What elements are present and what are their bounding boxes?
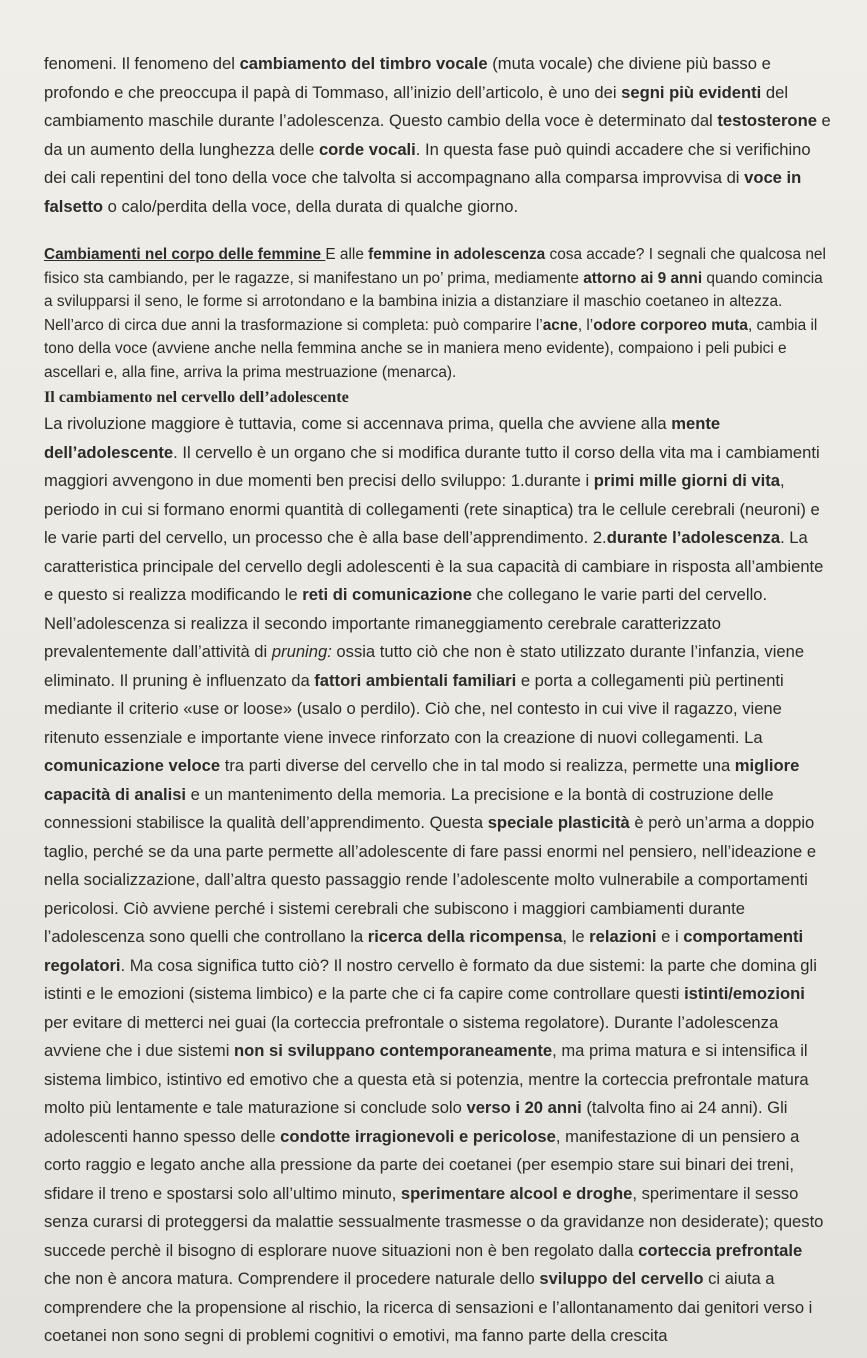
text-segment: che non è ancora matura. Comprendere il procedere naturale dello — [44, 1269, 540, 1288]
bold-text-segment: migliore capacità di analisi — [44, 756, 800, 804]
bold-text-segment: corde vocali — [318, 139, 416, 159]
bold-text-segment: sviluppo del cervello — [539, 1269, 704, 1288]
bold-text-segment: condotte irragionevoli e pericolose — [280, 1126, 556, 1146]
bold-text-segment: corteccia prefrontale — [638, 1240, 803, 1260]
bold-text-segment: relazioni — [589, 927, 657, 946]
bold-text-segment: cambiamento del timbro vocale — [239, 54, 488, 73]
bold-text-segment: comportamenti regolatori — [44, 927, 804, 975]
bold-text-segment: acne — [542, 316, 578, 334]
bold-text-segment: testosterone — [717, 111, 817, 130]
text-segment: , manifestazione di un pensiero a corto raggio e legato anche alla pressione da parte dei coetanei (per esempio stare sui binari dei treni, sfidare il treno e spostarsi solo all’ultimo minuto, — [44, 1126, 800, 1203]
text-segment: del cambiamento maschile durante l’adolescenza. Questo cambio della voce è determinato dal — [44, 82, 789, 130]
text-segment: , cambia il tono della voce (avviene anche nella femmina anche se in maniera meno evidente), compaiono i peli pubici e ascellari e, alla fine, arriva la prima mestruazione (menarca). — [44, 316, 818, 381]
bold-text-segment: sperimentare alcool e droghe — [400, 1183, 633, 1203]
bold-text-segment: comunicazione veloce — [44, 756, 221, 775]
text-segment: e porta a collegamenti più pertinenti mediante il criterio «use or loose» (usalo o perdilo). Ciò che, nel contesto in cui vive il ragazzo, viene ritenuto essenziale e importante viene invece rinforzato con la creazione di nuovi collegamenti. La — [44, 670, 784, 747]
text-segment: . Ma cosa significa tutto ciò? Il nostro cervello è formato da due sistemi: la parte che domina gli istinti e le emozioni (sistema limbico) e la parte che ci fa capire come controllare questi — [44, 955, 817, 1003]
text-segment: è però un’arma a doppio taglio, perché se da una parte permette all’adolescente di fare passi enormi nel pensiero, nell’ideazione e nella socializzazione, dall’altra questo passaggio rende l’adolescente molto vulnerabile a comportamenti pericolosi. Ciò avviene perché i sistemi cerebrali che subiscono i maggiori cambiamenti durante l’adolescenza sono quelli che controllano la — [44, 813, 817, 946]
bold-text-segment: mente dell’adolescente — [44, 414, 721, 462]
text-segment: cosa accade? I segnali che qualcosa nel fisico sta cambiando, per le ragazze, si manifestano un po’ prima, mediamente — [44, 246, 826, 287]
text-segment: , l’ — [577, 316, 594, 334]
text-segment: , ma prima matura e si intensifica il sistema limbico, istintivo ed emotivo che a questa età si potenzia, mentre la corteccia prefrontale matura molto più lentamente e tale maturazione si conclude solo — [44, 1041, 809, 1117]
paragraph-brain-changes — [44, 410, 831, 1351]
text-segment: , le — [562, 927, 590, 946]
bold-text-segment: voce in falsetto — [44, 168, 802, 216]
bold-text-segment: non si sviluppano contemporaneamente — [234, 1041, 553, 1060]
text-segment: E alle — [325, 246, 369, 263]
section-heading-brain — [44, 384, 831, 410]
text-segment: (muta vocale) che diviene più basso e profondo e che preoccupa il papà di Tommaso, all’inizio dell’articolo, è uno dei — [44, 54, 771, 102]
bold-text-segment: femmine in adolescenza — [368, 246, 546, 263]
paragraph-female-changes — [44, 243, 831, 384]
text-segment: ci aiuta a comprendere che la propensione al rischio, la ricerca di sensazioni e l’allontanamento dai genitori verso i coetanei non sono segni di problemi cognitivi o emotivi, ma fanno parte della crescita — [44, 1269, 813, 1345]
bold-text-segment: attorno ai 9 anni — [583, 269, 703, 287]
text-segment: quando comincia a svilupparsi il seno, le forme si arrotondano e la bambina inizia a distanziare il maschio coetaneo in altezza. Nell’arco di circa due anni la trasformazione si completa: può comparire l’ — [44, 269, 823, 334]
bold-text-segment: ricerca della ricompensa — [367, 927, 563, 946]
text-segment: o calo/perdita della voce, della durata di qualche giorno. — [103, 196, 519, 216]
bold-text-segment: verso i 20 anni — [466, 1098, 582, 1117]
text-segment: . In questa fase può quindi accadere che si verifichino dei cali repentini del tono della voce che talvolta si accompagnano alla comparsa improvvisa di — [44, 139, 811, 187]
bold-text-segment: fattori ambientali familiari — [314, 670, 517, 690]
text-segment: e i — [656, 927, 684, 946]
text-segment: che collegano le varie parti del cervello. Nell’adolescenza si realizza il secondo importante rimaneggiamento cerebrale caratterizzato prevalentemente dall’attività di — [44, 585, 768, 661]
text-segment: per evitare di metterci nei guai (la corteccia prefrontale o sistema regolatore). Durante l’adolescenza avviene che i due sistemi — [44, 1012, 779, 1060]
text-segment: , periodo in cui si formano enormi quantità di collegamenti (rete sinaptica) tra le cellule cerebrali (neuroni) e le varie parti del cervello, un processo che è alla base dell’apprendimento. 2. — [44, 471, 820, 547]
text-segment: . La caratteristica principale del cervello degli adolescenti è la sua capacità di cambiare in risposta all’ambiente e questo si realizza modificando le — [44, 528, 824, 604]
text-segment: . Il cervello è un organo che si modifica durante tutto il corso della vita ma i cambiamenti maggiori avvengono in due momenti ben precisi dello sviluppo: 1.durante i — [44, 442, 820, 490]
text-segment: La rivoluzione maggiore è tuttavia, come si accennava prima, quella che avviene alla — [44, 414, 672, 433]
bold-text-segment: Cambiamenti nel corpo delle femmine — [44, 246, 326, 263]
text-segment: tra parti diverse del cervello che in tal modo si realizza, permette una — [220, 756, 735, 775]
text-segment: , sperimentare il sesso senza curarsi di proteggersi da malattie sessualmente trasmesse o da gravidanze non desiderate); questo succede perchè il bisogno di esplorare nuove situazioni non è ben regolato dalla — [44, 1183, 824, 1260]
text-segment: e da un aumento della lunghezza delle — [44, 111, 831, 159]
paragraph-voice-change — [44, 50, 831, 221]
text-segment: pruning: — [271, 642, 332, 661]
text-segment: fenomeni. Il fenomeno del — [44, 54, 240, 73]
heading-text: Il cambiamento nel cervello dell’adolescente — [44, 388, 349, 406]
bold-text-segment: durante l’adolescenza — [606, 528, 781, 547]
text-segment: e un mantenimento della memoria. La precisione e la bontà di costruzione delle connessioni stabilisce la qualità dell’apprendimento. Questa — [44, 784, 774, 832]
bold-text-segment: primi mille giorni di vita — [593, 471, 781, 490]
bold-text-segment: istinti/emozioni — [684, 984, 805, 1003]
bold-text-segment: odore corporeo muta — [593, 316, 748, 334]
bold-text-segment: segni più evidenti — [621, 82, 762, 102]
text-segment: ossia tutto ciò che non è stato utilizzato durante l’infanzia, viene eliminato. Il pruning è influenzato da — [44, 642, 805, 690]
text-segment: (talvolta fino ai 24 anni). Gli adolescenti hanno spesso delle — [44, 1098, 788, 1146]
bold-text-segment: reti di comunicazione — [302, 585, 472, 604]
bold-text-segment: speciale plasticità — [487, 813, 630, 832]
